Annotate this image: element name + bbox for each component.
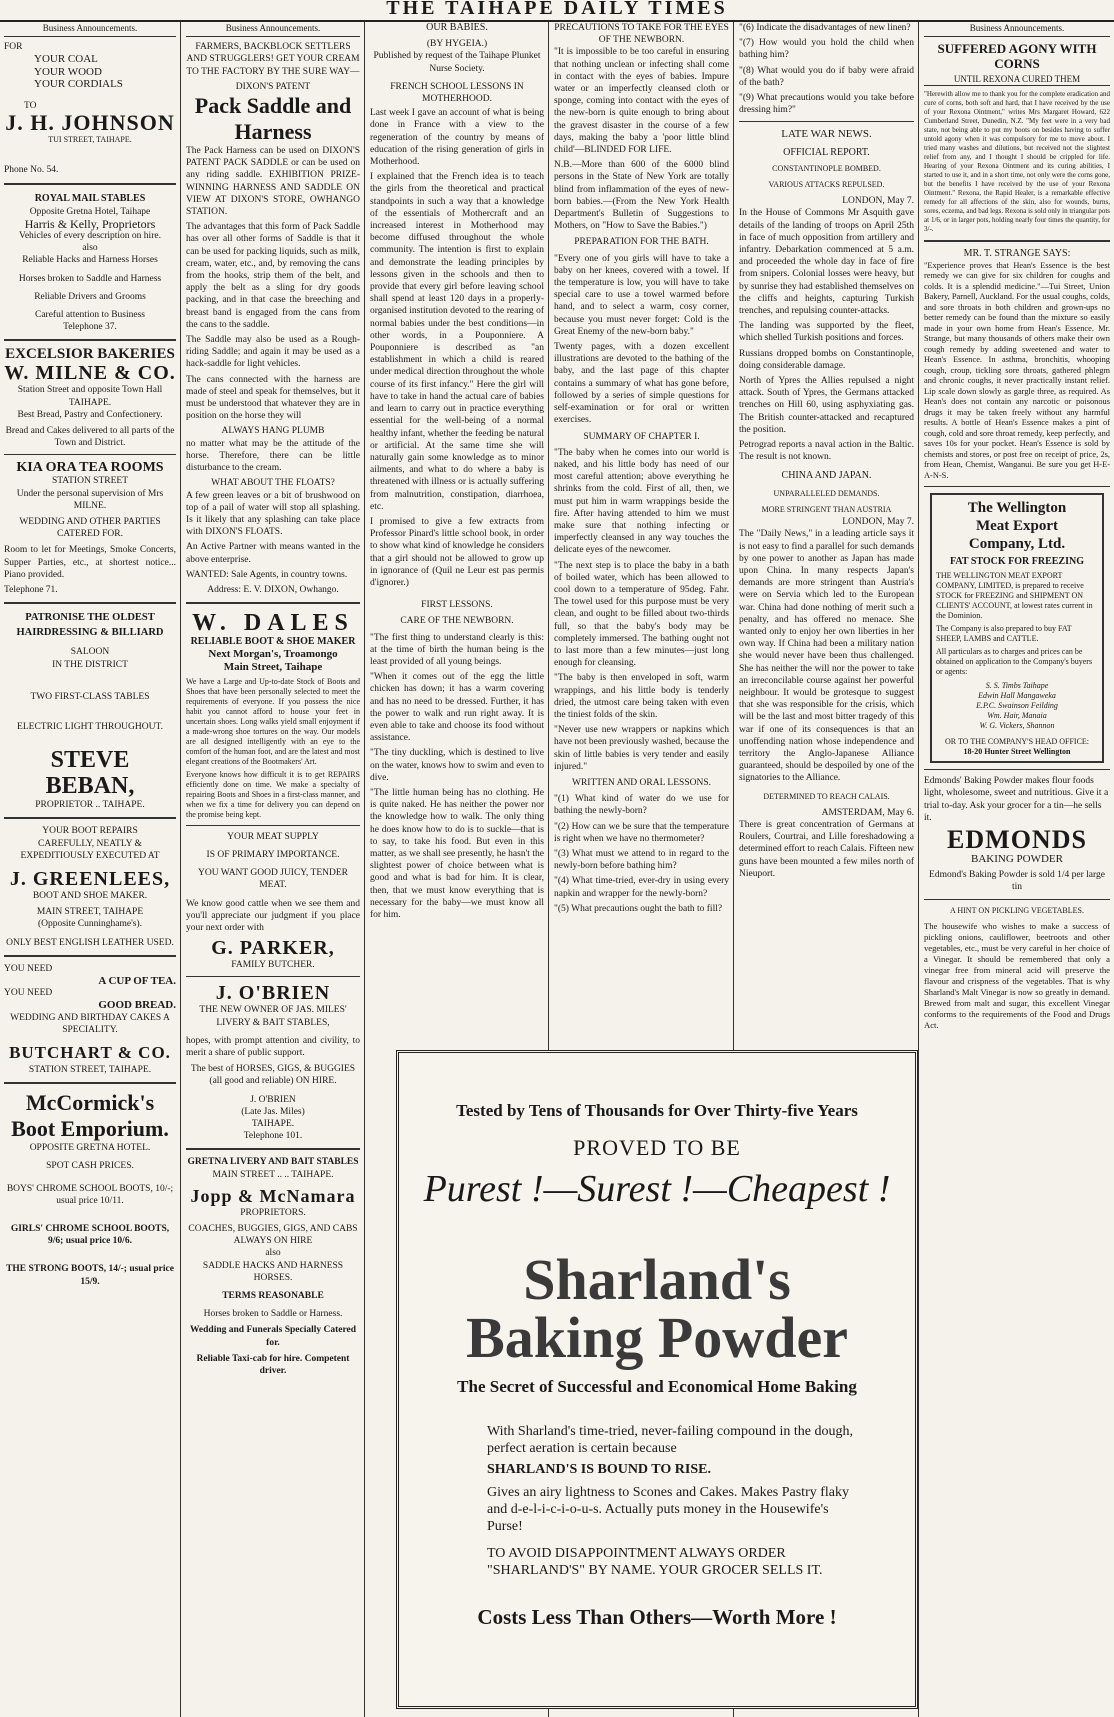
- ad-paragraph: The advantages that this form of Pack Saddle has over all other forms of Saddle is that it can be used for packing liquids, such as milk, cream, water, etc., and, by removing the cans from the hooks, strip them of the belt, and apply the belt as a sling for dry goods packing, and in that case the breeching and breast band is engaged from the cans from the cans to the saddle.: [186, 222, 360, 330]
- pickling-article: [924, 905, 1110, 1031]
- masthead: THE TAIHAPE DAILY TIMES: [0, 0, 1114, 22]
- article-paragraph: The housewife who wishes to make a success of pickling onions, cauliflower, beetroots and other vegetables, etc., must be very careful in her choice of a Vinegar. It should be remembered that only a vinegar free from mineral acid will preserve the flavour and crispness of the vegetables. That is why Sharland's Malt Vinegar is now so greatly in demand. Brewed from malt and sugar, this excellent Vinegar conforms to the requirements of the Food and Drugs Act.: [924, 920, 1110, 1030]
- hean-ad: [924, 248, 1110, 481]
- article-note: Published by request of the Taihape Plunket Nurse Society.: [373, 51, 541, 74]
- ad-line: COACHES, BUGGIES, GIGS, AND CABS ALWAYS ON HIRE: [188, 1224, 358, 1247]
- divider: [4, 955, 176, 957]
- article-title: A HINT ON PICKLING VEGETABLES.: [950, 905, 1084, 915]
- ad-line: WHAT ABOUT THE FLOATS?: [211, 478, 335, 489]
- ad-line: Main Street, Taihape: [223, 660, 323, 673]
- ad-line: Telephone 37.: [63, 322, 117, 333]
- ad-paragraph: The cans connected with the harness are made of steel and speak for themselves, but it must be understood that whatever they are in position on the horse they will: [186, 374, 360, 422]
- ad-subtitle: UNTIL REXONA CURED THEM: [924, 73, 1110, 86]
- ad-line: Reliable Taxi-cab for hire. Competent driver.: [196, 1353, 350, 1377]
- article-title: LATE WAR NEWS.: [781, 128, 872, 141]
- article-paragraph: "The baby when he comes into our world is naked, and his little body has need of our most careful attention; above everything he shrinks from the cold. First of all, then, we must put him in warm wrappings beside the fire. After having attended to him we must make sure that nothing infecting or imperfectly cleansed in any way touches the delicate eyes of the newcomer.: [554, 447, 729, 556]
- ad-line: A CUP OF TEA.: [98, 974, 176, 987]
- ad-line: YOU NEED: [4, 963, 53, 974]
- article-paragraph: I explained that the French idea is to teach the girls from the theoretical and practical standpoints in such a way that a knowledge of the essentials of Mothercraft and an increased interest in Motherhood may become diffused throughout the whole community. The intention is first to explain and demonstrate the leading principles by lessons given in the schools and then to provide that every girl before leaving school shall spend at least 120 days in a properly-organised institution devoted to the rearing of normal babies under the best conditions—in other words, in a Pouponniere. A Pouponniere is described as "an establishment in which a child is reared under medical direction throughout the whole course of its first infancy." Here the girl will have to take in hand the actual care of babies and learn to carry out in practice everything essential for the well-being of a normal healthy infant, whether the feeding be natural or artificial. At the same time she will naturally gain some knowledge as to minor ailments, and what to do where a baby is threatened with illness or is actually suffering from malnutrition, constipation, diarrhoea, etc.: [370, 172, 544, 512]
- ad-line: YOUR COAL: [34, 53, 98, 66]
- divider: [4, 339, 176, 341]
- divider: [186, 976, 360, 977]
- article-paragraph: "When it comes out of the egg the little chicken has down; it has a warm covering and has no need to be dressed. Further, it has the power to walk and run right away. It is even able to take and choose its food without assistance.: [370, 672, 544, 744]
- article-paragraph: "(6) Indicate the disadvantages of new linen?: [739, 23, 911, 33]
- ad-paragraph: A few green leaves or a bit of brushwood on top of a pail of water will stop all splashing. Is it likely that any splashing can take place with DIXON'S FLOATS.: [186, 490, 360, 538]
- ad-line: PROPRIETORS.: [240, 1207, 306, 1218]
- subheading: UNPARALLELED DEMANDS.: [773, 488, 880, 498]
- article-paragraph: The landing was supported by the fleet, which shelled Turkish positions and forces.: [739, 321, 914, 344]
- ad-line: Station Street and opposite Town Hall TAIHAPE.: [17, 385, 163, 408]
- ad-line: (Opposite Cunninghame's).: [37, 919, 143, 930]
- column-2: [186, 22, 360, 1712]
- johnson-ad: [4, 41, 176, 176]
- ad-line: BOOT AND SHOE MAKER.: [32, 890, 148, 901]
- ad-paragraph: The Saddle may also be used as a Rough-riding Saddle; and again it may be used as a hack-saddle for light vehicles.: [186, 335, 360, 370]
- advertiser-name: G. PARKER,: [211, 937, 335, 960]
- edmonds-ad: [924, 775, 1110, 893]
- divider: [4, 1082, 176, 1084]
- brand-name: Baking Powder: [466, 1305, 848, 1370]
- ad-line: PROPRIETOR .. TAIHAPE.: [35, 800, 145, 811]
- advertiser-name: Jopp & McNamara: [190, 1185, 356, 1206]
- ad-paragraph: WANTED: Sale Agents, in country towns.: [186, 569, 348, 580]
- divider: [924, 486, 1110, 487]
- sharlands-advertisement: [396, 1050, 918, 1709]
- advertiser-name: McCormick's: [25, 1090, 155, 1116]
- advertiser-name: STEVE BEBAN,: [45, 747, 135, 800]
- article-paragraph: "(5) What precautions ought the bath to fill?: [554, 903, 723, 914]
- ad-line: Telephone 71.: [4, 585, 58, 596]
- divider: [4, 183, 176, 185]
- agent-name: Wm. Hair, Manaia: [987, 711, 1047, 721]
- greenlees-ad: [4, 825, 176, 948]
- ad-line: TUI STREET, TAIHAPE.: [48, 135, 132, 145]
- ad-line: Best Bread, Pastry and Confectionery.: [17, 409, 163, 420]
- dateline: LONDON, May 7.: [842, 517, 914, 528]
- column-3: [370, 22, 544, 1042]
- ad-paragraph: An Active Partner with means wanted in the above enterprise.: [186, 542, 360, 565]
- ad-title: ROYAL MAIL STABLES: [34, 192, 146, 204]
- ad-line: YOUR CORDIALS: [34, 77, 123, 90]
- ad-paragraph: "Experience proves that Hean's Essence is the best remedy we can give for six children for coughs and colds. It is a splendid medicine."—Tui Street, Union Bakery, Parnell, Auckland. For the usual coughs, colds, and sore throats in both children and grown-ups no better remedy can be found than the mixture so easily made in your own home from Hean's Essence. Mr. Strange, but many thousands of others make their own cough remedy by adding sweetened and water to Hean's Essence. In asthma, bronchitis, whooping cough, croup, tickling sore throats, gathered phlegm and chronic coughs, it never practically instant relief. Lip scale down slowly as gargle three, as required. As Hean's does not contain any narcotic or poisonous drugs it may be taken freely without any harmful results. A bottle of Hean's Essence makes a pint of cough, cold and sore throat remedy, keep perfectly, and saves 10s for your pocket. Hean's Essence is sold by chemists and stores, or post free on receipt of price, 2s, from Hean, Chemist, Wanganui. Be sure you get H-E-A-N-S.: [924, 260, 1110, 480]
- article-paragraph: "The baby is then enveloped in soft, warm wrappings, and his little body is tenderly dried, the utmost care being taken with even the tiniest folds of the skin.: [554, 673, 729, 720]
- ad-line: GIRLS' CHROME SCHOOL BOOTS, 9/6; usual price 10/6.: [10, 1223, 170, 1247]
- advertiser-name: W. MILNE & CO.: [4, 362, 176, 385]
- dateline: AMSTERDAM, May 6.: [821, 807, 914, 818]
- ad-paragraph: no matter what may be the attitude of the horse. Therefore, there can be little disturbance to the cream.: [186, 438, 360, 474]
- article-paragraph: Twenty pages, with a dozen excellent illustrations are devoted to the bathing of the baby, and the last page of this chapter contains a summary of what has gone before, followed by a series of simple questions for self-examination or for oral or written exercises.: [554, 342, 729, 426]
- ad-title: KIA ORA TEA ROOMS: [16, 460, 164, 476]
- article-paragraph: "Never use new wrappers or napkins which have not been previously washed, because the skin of little babies is very tender and easily injured.": [554, 725, 729, 772]
- ad-line: WEDDING AND BIRTHDAY CAKES A SPECIALITY.: [10, 1012, 170, 1035]
- ad-line: MAIN STREET .. .. TAIHAPE.: [212, 1169, 334, 1180]
- ad-line: TO: [24, 101, 37, 112]
- ad-line: Horses broken to Saddle or Harness.: [203, 1309, 343, 1320]
- ad-line: Reliable Hacks and Harness Horses: [22, 255, 158, 266]
- ad-line: also: [82, 243, 98, 254]
- ad-title: EXCELSIOR BAKERIES: [5, 346, 175, 363]
- advertiser-name: J. GREENLEES,: [9, 867, 171, 890]
- ad-line: ELECTRIC LIGHT THROUGHOUT.: [17, 721, 163, 732]
- ad-headline: Purest !—Surest !—Cheapest !: [423, 1168, 891, 1210]
- ad-line: TWO FIRST-CLASS TABLES: [30, 691, 150, 702]
- article-paragraph: "It is impossible to be too careful in ensuring that nothing unclean or infecting shall come in contact with the eyes of babies. Impure water or an imperfectly cleansed cloth or sponge, coming into contact with the eyes of the new-born is quite enough to bring about the gravest disaster in the course of a few days, making the baby a 'poor little blind child'—BLINDED FOR LIFE.: [554, 47, 729, 156]
- column-rule: [918, 22, 919, 1717]
- ad-line: Tested by Tens of Thousands for Over Thirty-five Years: [456, 1101, 858, 1120]
- ad-line: OR TO THE COMPANY'S HEAD OFFICE:: [944, 737, 1090, 747]
- ad-line: J. O'BRIEN: [250, 1094, 296, 1105]
- ad-paragraph: THE WELLINGTON MEAT EXPORT COMPANY, LIMITED, is prepared to receive STOCK for FREEZING and SHIPMENT ON CLIENTS' ACCOUNT, at lowest rates current in the Dominion.: [936, 571, 1093, 621]
- article-paragraph: "The little human being has no clothing. He is quite naked. He has neither the power nor the knowledge how to walk. The only thing he does know how to do is to suckle—that is to say, to take his food. But even in this matter, as we shall see presently, he hasn't the slightest power of choice between what is good and what is bad for him. It is clear, then, that we must know everything that is necessary for the baby—we must know all for him.: [370, 787, 544, 921]
- ad-paragraph: The Pack Harness can be used on DIXON'S PATENT PACK SADDLE or can be used on any riding saddle. EXHIBITION PRIZE-WINNING HARNESS AND SADDLE ON VIEW AT DIXON'S STORE, OWHANGO STATION.: [186, 146, 360, 218]
- subheading: OFFICIAL REPORT.: [783, 146, 870, 158]
- ad-title: PATRONISE THE OLDEST HAIRDRESSING & BILLIARD: [16, 612, 164, 639]
- ad-line: Reliable Drivers and Grooms: [34, 291, 146, 302]
- dales-ad: [186, 610, 360, 820]
- ad-line: BOYS' CHROME SCHOOL BOOTS, 10/-; usual price 10/11.: [6, 1183, 174, 1206]
- subheading: FRENCH SCHOOL LESSONS IN MOTHERHOOD.: [390, 81, 524, 105]
- ad-line: Vehicles of every description on hire.: [19, 231, 161, 242]
- divider: [4, 454, 176, 455]
- article-paragraph: In the House of Commons Mr Asquith gave details of the landing of troops on April 25th in face of much opposition from artillery and infantry. Debarkation commenced at 5 a.m. and proceeded the whole day in face of fire from snipers. Colonial losses were heavy, but by sunrise they had established themselves on the cliffs and heights, capturing Turkish trenches, and repulsing counter-attacks.: [739, 208, 914, 317]
- ad-line: WEDDING AND OTHER PARTIES CATERED FOR.: [19, 517, 161, 540]
- column-4: [554, 22, 729, 1042]
- ad-paragraph: We know good cattle when we see them and you'll appreciate our judgment if you place your next order with: [186, 898, 360, 933]
- ad-line: DIXON'S PATENT: [235, 81, 311, 92]
- mccormick-ad: [4, 1090, 176, 1288]
- ad-title: YOUR BOOT REPAIRS: [42, 826, 138, 837]
- ad-line: FAMILY BUTCHER.: [231, 960, 315, 971]
- article-paragraph: North of Ypres the Allies repulsed a night attack. South of Ypres, the Germans attacked trenches on Hill 60, using asphyxiating gas. The British counter-attacked and recaptured the position.: [739, 376, 914, 435]
- ad-line: Horses broken to Saddle and Harness: [18, 273, 162, 284]
- subheading: MORE STRINGENT THAN AUSTRIA: [761, 504, 892, 514]
- beban-ad: [4, 610, 176, 811]
- ad-line: THE NEW OWNER OF JAS. MILES' LIVERY & BAIT STABLES,: [199, 1005, 347, 1028]
- ad-line: THE STRONG BOOTS, 14/-; usual price 15/9.: [6, 1264, 174, 1287]
- article-paragraph: "(2) How can we be sure that the temperature is right when we have no thermometer?: [554, 821, 729, 844]
- agent-name: S. S. Timbs Taihape: [985, 681, 1049, 691]
- ad-line: Careful attention to Business: [34, 310, 146, 321]
- ad-line: 18-20 Hunter Street Wellington: [963, 747, 1071, 757]
- ad-line: TERMS REASONABLE: [222, 1291, 324, 1302]
- article-paragraph: "(8) What would you do if baby were afraid of the bath?: [739, 65, 914, 88]
- ad-paragraph: Edmonds' Baking Powder makes flour foods light, wholesome, sweet and nutritious. Give it a trial to-day. Ask your grocer for a tin—he sells it.: [924, 776, 1109, 823]
- ad-line: YOU WANT GOOD JUICY, TENDER MEAT.: [198, 868, 348, 891]
- kia-ora-ad: [4, 460, 176, 596]
- ad-line: IS OF PRIMARY IMPORTANCE.: [206, 849, 340, 860]
- ad-line: GOOD BREAD.: [98, 999, 176, 1012]
- ad-line: TO AVOID DISAPPOINTMENT ALWAYS ORDER: [487, 1546, 786, 1561]
- article-paragraph: N.B.—More than 600 of the 6000 blind persons in the State of New York are totally blind from inflammation of the eyes of new-born babies.—(From the New York Health Department's Bulletin of Suggestions to Mothers, on "How to Save the Babies."): [554, 160, 729, 232]
- brand-name: Sharland's: [523, 1247, 791, 1312]
- advertiser-name: Meat Export: [975, 518, 1059, 535]
- article-paragraph: "The first thing to understand clearly is this: at the time of birth the human being is the least provided of all young beings.: [370, 632, 544, 667]
- ad-line: SADDLE HACKS AND HARNESS HORSES.: [202, 1260, 344, 1283]
- ad-line: Opposite Gretna Hotel, Taihape: [29, 206, 151, 217]
- article-title: CHINA AND JAPAN.: [781, 469, 872, 481]
- ad-paragraph: We have a Large and Up-to-date Stock of Boots and Shoes that have been personally selected to meet the requirements of everyone. If you possess the nice habit you cannot afford to house your feet in uncertain shoes. Long walks yield small enjoyment if a made-wrong shoe tortures on the way. Our models are all designed intelligently with an eye to the comfort of the human foot, and are the latest and most elegant creations of the Bootmakers' Art.: [186, 676, 360, 766]
- article-paragraph: "The tiny duckling, which is destined to live on the water, knows how to swim and even to dive.: [370, 748, 544, 783]
- agent-name: E.P.C. Swainson Feilding: [976, 701, 1058, 711]
- ad-line: "SHARLAND'S" BY NAME. YOUR GROCER SELLS IT.: [487, 1563, 823, 1578]
- royal-mail-ad: [4, 191, 176, 334]
- ad-line: FARMERS, BACKBLOCK SETTLERS AND STRUGGLERS! GET YOUR CREAM TO THE FACTORY BY THE SURE WAY—: [186, 42, 360, 77]
- advertiser-name: EDMONDS: [947, 824, 1087, 854]
- ad-line: IN THE DISTRICT: [52, 659, 128, 670]
- article-paragraph: "(4) What time-tried, ever-dry in using every napkin and wrapper for the newly-born?: [554, 876, 729, 899]
- divider: [4, 602, 176, 604]
- ad-line: FAT STOCK FOR FREEZING: [949, 556, 1084, 568]
- agent-name: W. G. Vickers, Shannon: [979, 721, 1055, 731]
- ad-title: GRETNA LIVERY AND BAIT STABLES: [187, 1157, 359, 1168]
- advertiser-name: BUTCHART & CO.: [9, 1042, 171, 1062]
- section-header: Business Announcements.: [924, 22, 1110, 37]
- article-paragraph: "Every one of you girls will have to take a baby on her knees, covered with a towel. If the temperature is low, you will have to take special care to use a towel warmed before hand, and to select a warm, cosy corner, because you must never forget: Cold is the Great Enemy of the new-born baby.": [554, 253, 729, 337]
- divider: [924, 769, 1110, 770]
- ad-title: SUFFERED AGONY WITH CORNS: [937, 41, 1097, 72]
- ad-paragraph: All particulars as to charges and prices can be obtained on application to the Company's buyers or agents:: [936, 647, 1093, 677]
- subheading: PREPARATION FOR THE BATH.: [574, 237, 709, 248]
- divider: [4, 817, 176, 819]
- ad-line: RELIABLE BOOT & SHOE MAKER: [190, 636, 356, 648]
- agent-name: Edwin Hall Mangaweka: [978, 691, 1056, 701]
- ad-paragraph: "Herewith allow me to thank you for the complete eradication and cure of corns, both soft and hard, that I have received by the use of your Rexona Ointment," writes Mrs Margaret Howard, 622 Cumberland Street, Dunedin, N.Z. "My feet were in a very bad state, not being able to put my boots on besides having to suffer untold agony when it was compulsory for me to move about. I tried many washes and dilutions, but received not the slightest relief from any, and I thought I should be crippled for life. Hearing of your Rexona Ointment and its curing abilities, I started to use it, and in a short time, not only were the corns gone, but the benefits I have received by the use of your Rexona Ointment." Rexona, the Rapid Healer, is a remarkable effective remedy for all affections of the skin, also for wounds, burns, sores, eczema, and bad legs. Rexona is sold only in triangular pots at 1/6, or in larger pots, holding nearly four times the quantity, for 3/-.: [924, 90, 1110, 234]
- advertiser-name: Company, Ltd.: [968, 536, 1066, 553]
- column-rule: [364, 22, 365, 1717]
- article-paragraph: "(9) What precautions would you take before dressing him?": [739, 93, 914, 116]
- divider: [186, 1148, 360, 1150]
- ad-line: Wedding and Funerals Specially Catered for.: [189, 1325, 357, 1348]
- ad-line: SPOT CASH PRICES.: [46, 1161, 134, 1172]
- article-paragraph: I promised to give a few extracts from Professor Pinard's little school book, in order to show what kind of knowledge he considers that a girl should not be allowed to grow up in ignorance of (Quil ne Leur est pas permis d'ignorer.): [370, 516, 544, 588]
- ad-line: STATION STREET, TAIHAPE.: [28, 1064, 152, 1075]
- ad-line: ALWAYS HANG PLUMB: [221, 426, 325, 437]
- ad-line: Address: E. V. DIXON, Owhango.: [207, 584, 339, 595]
- ad-line: MAIN STREET, TAIHAPE: [36, 907, 144, 918]
- ad-line: PROVED TO BE: [573, 1135, 741, 1160]
- article-paragraph: "(7) How would you hold the child when bathing him?: [739, 38, 914, 61]
- subheading: VARIOUS ATTACKS REPULSED.: [768, 180, 885, 190]
- advertiser-name: J. O'BRIEN: [215, 982, 331, 1005]
- subheading: PRECAUTIONS TO TAKE FOR THE EYES OF THE NEWBORN.: [554, 23, 729, 46]
- column-1: [4, 22, 176, 1712]
- butchart-ad: [4, 963, 176, 1076]
- ad-line: CAREFULLY, NEATLY & EXPEDITIOUSLY EXECUTED AT: [20, 838, 160, 861]
- divider: [186, 602, 360, 604]
- ad-line: Telephone 101.: [243, 1131, 303, 1142]
- ad-line: Bread and Cakes delivered to all parts of the Town and District.: [5, 426, 175, 449]
- ad-line: With Sharland's time-tried, never-failing compound in the dough, perfect aeration is certain because: [487, 1424, 853, 1456]
- ad-body: [487, 1423, 855, 1579]
- subheading: WRITTEN AND ORAL LESSONS.: [572, 777, 711, 788]
- ad-line: Under the personal supervision of Mrs MILNE.: [16, 488, 164, 511]
- ad-line: also: [265, 1248, 281, 1259]
- ad-line: FOR: [4, 42, 23, 53]
- ad-title: MR. T. STRANGE SAYS:: [963, 248, 1071, 260]
- ad-line: The best of HORSES, GIGS, & BUGGIES (all good and reliable) ON HIRE.: [190, 1064, 356, 1087]
- section-header: Business Announcements.: [186, 22, 360, 37]
- ad-paragraph: Everyone knows how difficult it is to get REPAIRS efficiently done on time. We make a specialty of repairing Boots and Shoes in a first-class manner, and when we fix a time for delivery you can depend on the promise being kept.: [186, 769, 360, 819]
- column-5: [739, 22, 914, 1042]
- rexona-ad: [924, 41, 1110, 234]
- ad-line: Gives an airy lightness to Scones and Cakes. Makes Pastry flaky and d-e-l-i-c-i-o-u-s. Actually puts money in the Housewife's Purse!: [487, 1485, 849, 1534]
- column-rule: [180, 22, 181, 1717]
- advertiser-name: Boot Emporium.: [11, 1116, 169, 1142]
- obrien-ad: [186, 982, 360, 1142]
- article-paragraph: The "Daily News," in a leading article says it is not easy to find a parallel for such demands by one power to another as Japan has made upon China. In many respects Japan's demands are more stringent than Austria's were on Servia which led to the European war. China had done nothing of merit such a penalty, and has offered no menace. She wanted only to enjoy her own liberties in her own way. If China had been a military nation she would never have been thus challenged. She has neither the will nor the power to take an irreconcilable course against her powerful neighbour. It would be grotesque to suggest that she was responsible for the crisis, which will be the last and most bitter tragedy of this war if one of its consequences is that an unoffending nation whose independence and territory the Anglo-Japanese Alliance guaranteed, should be despoiled by one of the signatories to the Alliance.: [739, 529, 914, 784]
- ad-line: SALOON: [70, 647, 110, 658]
- dateline: LONDON, May 7.: [842, 196, 914, 207]
- ad-line: Harris & Kelly, Proprietors: [24, 216, 156, 231]
- advertiser-name: The Wellington: [967, 500, 1067, 517]
- divider: [186, 825, 360, 826]
- ad-line: Phone No. 54.: [4, 165, 59, 176]
- column-6: [924, 22, 1110, 1712]
- ad-line: ONLY BEST ENGLISH LEATHER USED.: [6, 937, 174, 948]
- ad-paragraph: The Company is also prepared to buy FAT SHEEP, LAMBS and CATTLE.: [936, 624, 1072, 644]
- article-paragraph: "(1) What kind of water do we use for bathing the newly-born?: [554, 794, 729, 817]
- divider: [739, 121, 914, 122]
- byline: (BY HYGEIA.): [426, 39, 488, 50]
- subheading: DETERMINED TO REACH CALAIS.: [763, 791, 890, 801]
- article-title: OUR BABIES.: [426, 22, 488, 33]
- ad-line: OPPOSITE GRETNA HOTEL.: [29, 1143, 151, 1154]
- ad-tagline: The Secret of Successful and Economical Home Baking: [457, 1377, 857, 1396]
- subheading: FIRST LESSONS.: [421, 600, 493, 611]
- parker-ad: [186, 831, 360, 972]
- divider: [924, 240, 1110, 242]
- advertiser-name: W. DALES: [192, 610, 354, 637]
- ad-line: SHARLAND'S IS BOUND TO RISE.: [487, 1462, 711, 1477]
- article-paragraph: "The next step is to place the baby in a bath of boiled water, which has been allowed to cool down to a temperature of 95deg. Fahr. The towel used for this purpose must be very clean, and ought to be filled about two-thirds full, so that the baby's body may be completely immersed. The bathing ought not to last more than a few minutes—just long enough for cleansing.: [554, 560, 729, 669]
- ad-line: BAKING POWDER: [971, 852, 1063, 865]
- ad-line: TAIHAPE.: [251, 1118, 295, 1129]
- ad-line: Next Morgan's, Troamongo: [208, 648, 338, 661]
- article-paragraph: Last week I gave an account of what is being done in France with a view to the regeneration of the country by means of education of the rising generation of girls in Motherhood.: [370, 108, 544, 168]
- excelsior-ad: [4, 347, 176, 449]
- ad-line: Room to let for Meetings, Smoke Concerts, Supper Parties, etc., at shortest notice... Piano provided.: [4, 545, 176, 580]
- article-paragraph: "(3) What must we attend to in regard to the newly-born before bathing him?: [554, 849, 729, 872]
- ad-line: YOU NEED: [4, 988, 53, 999]
- advertiser-name: J. H. JOHNSON: [5, 110, 175, 136]
- ad-line: YOUR WOOD: [34, 65, 102, 78]
- ad-paragraph: hopes, with prompt attention and civility, to merit a share of public support.: [186, 1035, 360, 1058]
- ad-line: (Late Jas. Miles): [241, 1106, 305, 1117]
- ad-title: Pack Saddle and Harness: [194, 93, 352, 145]
- jopp-ad: [186, 1156, 360, 1377]
- article-paragraph: Petrograd reports a naval action in the Baltic. The result is not known.: [739, 440, 914, 463]
- ad-line: STATION STREET: [51, 476, 129, 487]
- section-header: Business Announcements.: [4, 22, 176, 37]
- subheading: SUMMARY OF CHAPTER I.: [583, 431, 700, 442]
- article-paragraph: Russians dropped bombs on Constantinople, doing considerable damage.: [739, 348, 914, 371]
- divider: [924, 899, 1110, 900]
- wellington-meat-ad: [930, 493, 1104, 763]
- article-paragraph: There is great concentration of Germans at Roulers, Courtrai, and Lille foreshadowing a determined effort to reach Calais. Fifteen new guns have been mounted a few miles north of Nieuport.: [739, 819, 914, 879]
- ad-title: YOUR MEAT SUPPLY: [227, 831, 319, 842]
- subheading: CONSTANTINOPLE BOMBED.: [772, 163, 881, 173]
- ad-line: Edmond's Baking Powder is sold 1/4 per large tin: [929, 870, 1105, 893]
- ad-footer: Costs Less Than Others—Worth More !: [477, 1605, 837, 1629]
- subheading: CARE OF THE NEWBORN.: [400, 616, 514, 627]
- dixon-ad: [186, 41, 360, 596]
